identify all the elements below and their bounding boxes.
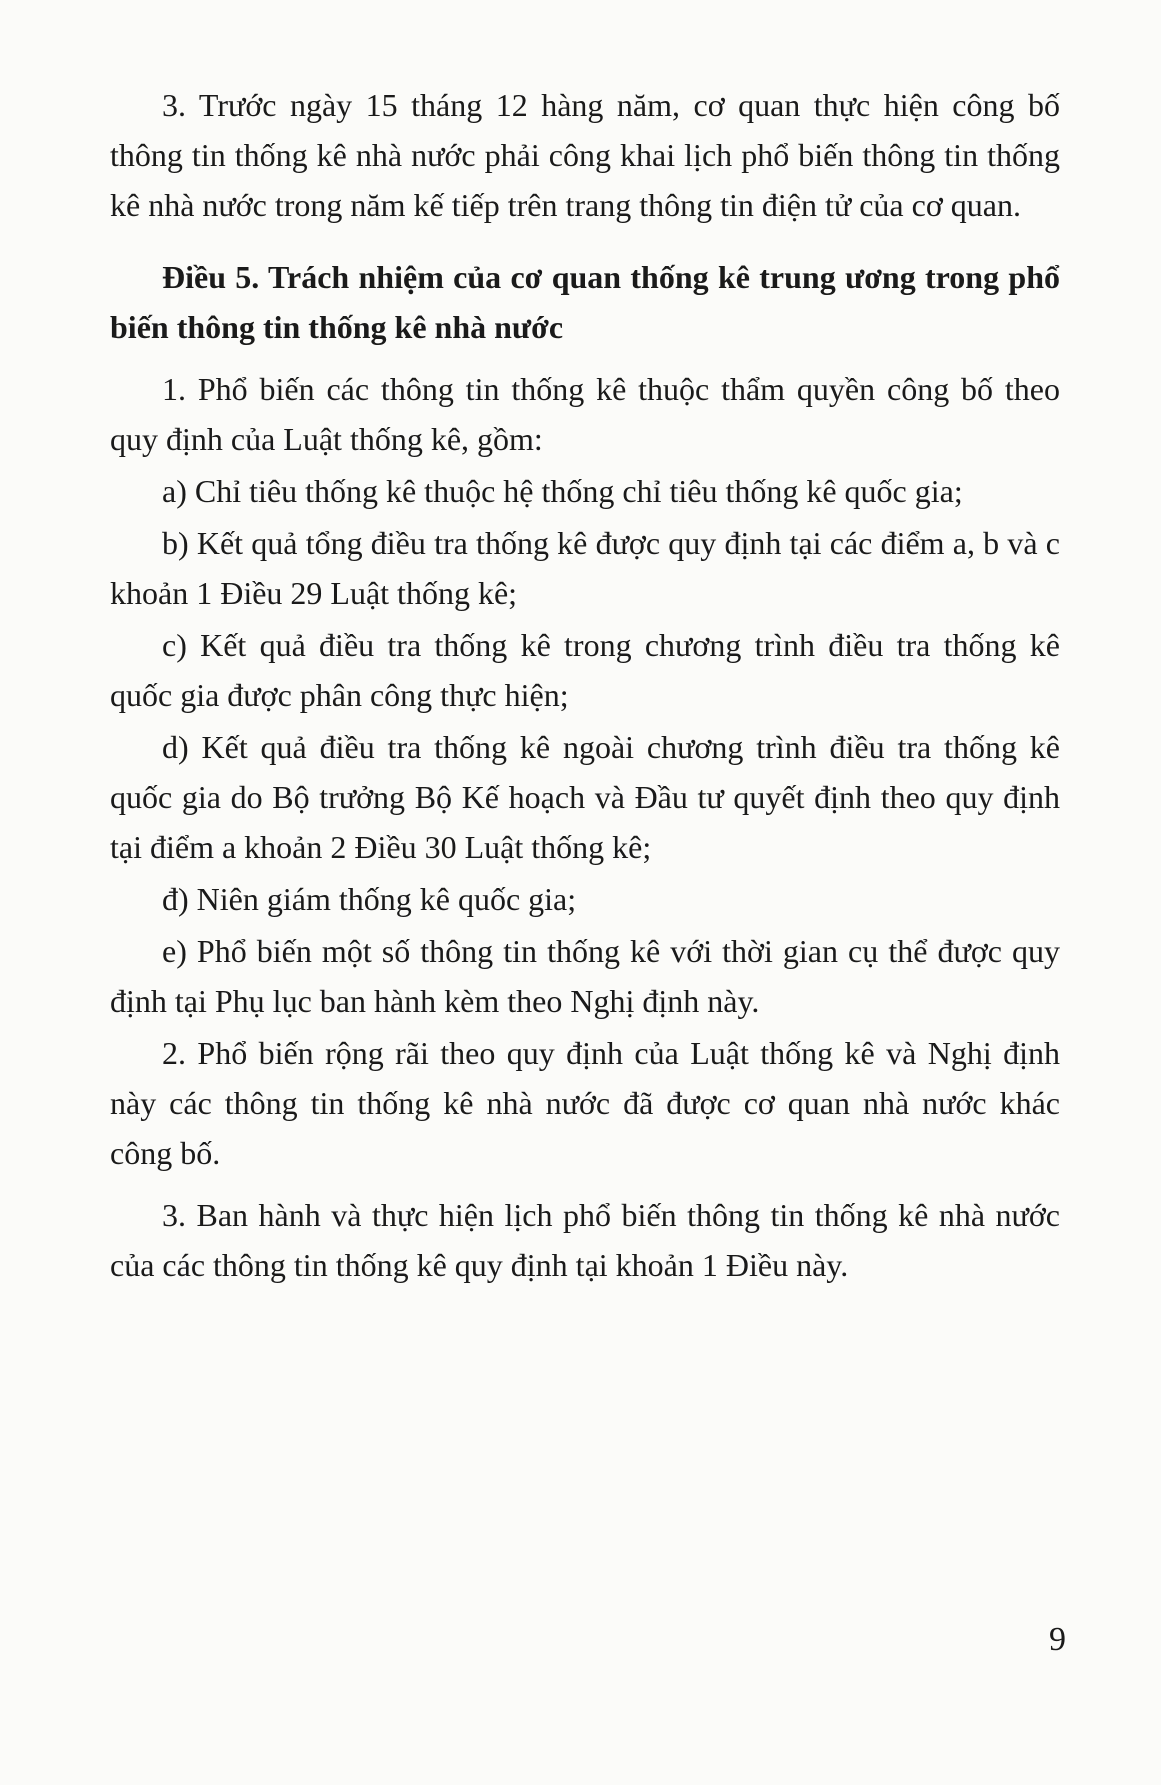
document-body: [110, 80, 1060, 1290]
list-item-d: d) Kết quả điều tra thống kê ngoài chương trình điều tra thống kê quốc gia do Bộ trưởng Bộ Kế hoạch và Đầu tư quyết định theo quy định tại điểm a khoản 2 Điều 30 Luật thống kê;: [110, 729, 1060, 865]
list-item-dd: đ) Niên giám thống kê quốc gia;: [162, 881, 577, 917]
paragraph-clause-1: 1. Phổ biến các thông tin thống kê thuộc thẩm quyền công bố theo quy định của Luật thống kê, gồm:: [110, 371, 1060, 457]
list-item-a: a) Chỉ tiêu thống kê thuộc hệ thống chỉ tiêu thống kê quốc gia;: [162, 473, 963, 509]
article-heading: Điều 5. Trách nhiệm của cơ quan thống kê trung ương trong phổ biến thông tin thống kê nhà nước: [110, 259, 1060, 345]
paragraph-clause-3: 3. Ban hành và thực hiện lịch phổ biến thông tin thống kê nhà nước của các thông tin thống kê quy định tại khoản 1 Điều này.: [110, 1197, 1060, 1283]
list-item-c: c) Kết quả điều tra thống kê trong chương trình điều tra thống kê quốc gia được phân công thực hiện;: [110, 627, 1060, 713]
page-number: 9: [1049, 1621, 1066, 1658]
list-item-e: e) Phổ biến một số thông tin thống kê với thời gian cụ thể được quy định tại Phụ lục ban hành kèm theo Nghị định này.: [110, 933, 1060, 1019]
list-item-b: b) Kết quả tổng điều tra thống kê được quy định tại các điểm a, b và c khoản 1 Điều 29 Luật thống kê;: [110, 525, 1060, 611]
paragraph-clause-3-intro: 3. Trước ngày 15 tháng 12 hàng năm, cơ quan thực hiện công bố thông tin thống kê nhà nước phải công khai lịch phổ biến thông tin thống kê nhà nước trong năm kế tiếp trên trang thông tin điện tử của cơ quan.: [110, 87, 1060, 223]
paragraph-clause-2: 2. Phổ biến rộng rãi theo quy định của Luật thống kê và Nghị định này các thông tin thống kê nhà nước đã được cơ quan nhà nước khác công bố.: [110, 1035, 1060, 1171]
